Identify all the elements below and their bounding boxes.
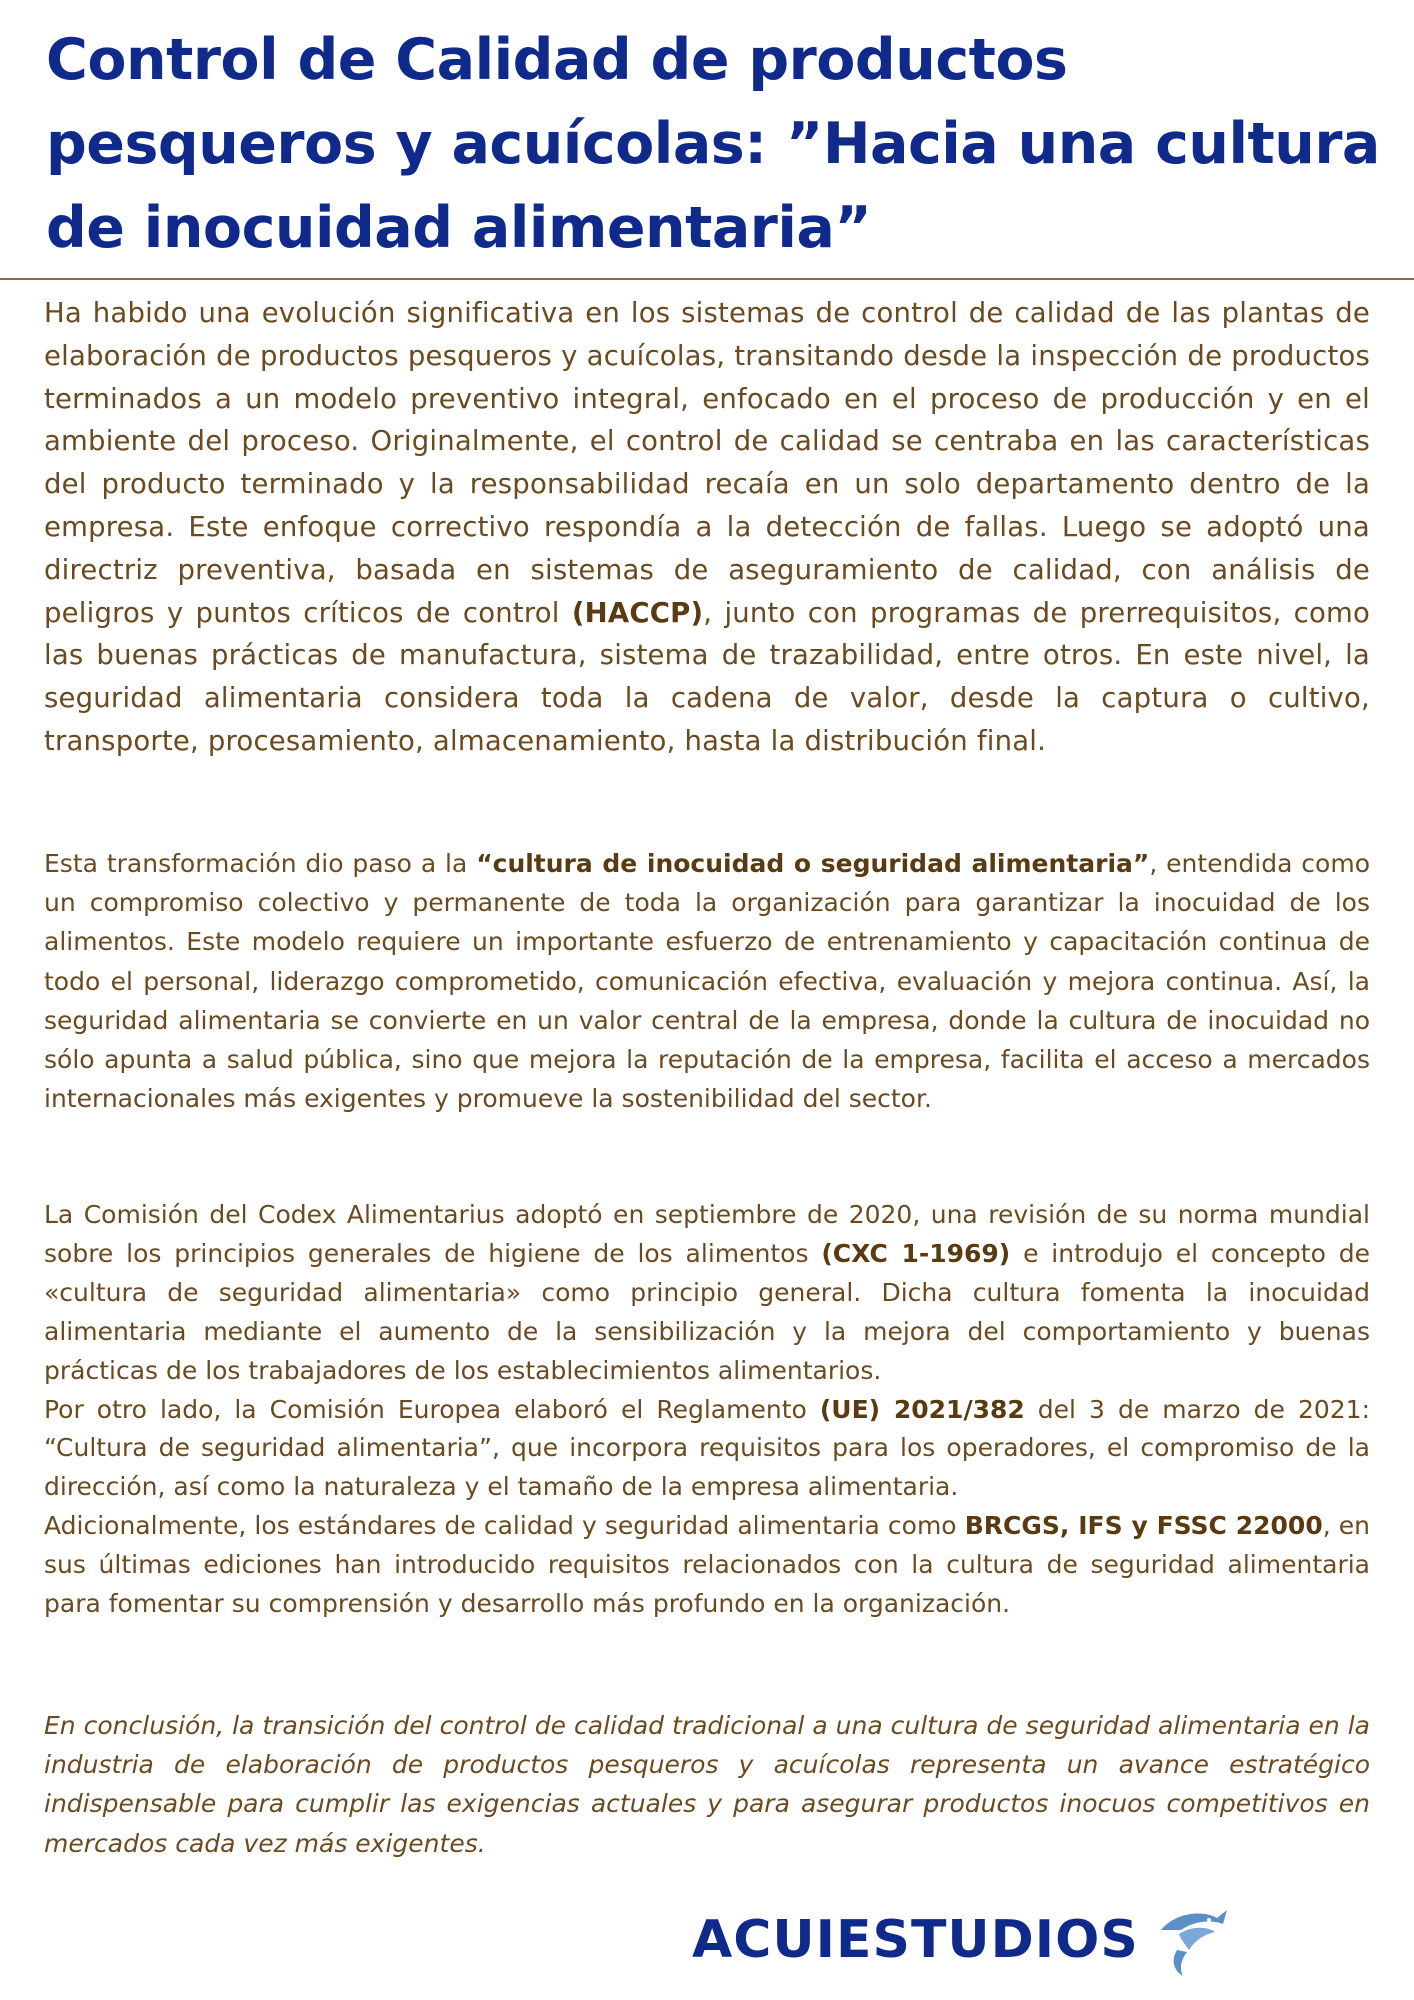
paragraph-text: e introdujo el concepto de «cultura de seguridad alimentaria» como principio general. Dicha cultura fomenta la inocuidad alimentaria mediante el aumento de la sensibilización y la mejora del comportamiento y buenas prácticas de los trabajadores de los establecimientos alimentarios. (44, 1238, 1370, 1385)
regulation-standards (44, 1507, 1370, 1624)
paragraph-text: , junto con programas de prerrequisitos, como las buenas prácticas de manufactura, sistema de trazabilidad, entre otros. En este nivel, la seguridad alimentaria considera toda la cadena de valor, desde la captura o cultivo, transporte, procesamiento, almacenamiento, hasta la distribución final. (44, 596, 1370, 757)
paragraph-regulations (44, 1196, 1370, 1624)
brand-logo (692, 1900, 1231, 1980)
paragraph-text: , en sus últimas ediciones han introducido requisitos relacionados con la cultura de seguridad alimentaria para fomentar su comprensión y desarrollo más profundo en la organización. (44, 1511, 1370, 1619)
paragraph-text: Ha habido una evolución significativa en los sistemas de control de calidad de las plantas de elaboración de productos pesqueros y acuícolas, transitando desde la inspección de productos terminados a un modelo preventivo integral, enfocado en el proceso de producción y en el ambiente del proceso. Originalmente, el control de calidad se centraba en las características del producto terminado y la responsabilidad recaía en un solo departamento dentro de la empresa. Este enfoque correctivo respondía a la detección de fallas. Luego se adoptó una directriz preventiva, basada en sistemas de aseguramiento de calidad, con análisis de peligros y puntos críticos de control (44, 297, 1370, 629)
paragraph-text: Esta transformación dio paso a la (44, 849, 477, 878)
bold-text: (UE) 2021/382 (819, 1394, 1025, 1424)
paragraph-text: Por otro lado, la Comisión Europea elaboró el Reglamento (44, 1394, 820, 1424)
paragraph-text: , entendida como un compromiso colectivo y permanente de toda la organización para garantizar la inocuidad de los alimentos. Este modelo requiere un importante esfuerzo de entrenamiento y capacitación continua de todo el personal, liderazgo comprometido, comunicación efectiva, evaluación y mejora continua. Así, la seguridad alimentaria se convierte en un valor central de la empresa, donde la cultura de inocuidad no sólo apunta a salud pública, sino que mejora la reputación de la empresa, facilita el acceso a mercados internacionales más exigentes y promueve la sostenibilidad del sector. (44, 849, 1370, 1114)
regulation-codex (44, 1196, 1370, 1391)
fish-icon (1151, 1900, 1231, 1980)
paragraph-evolution (44, 292, 1370, 763)
bold-text: (HACCP) (571, 596, 704, 629)
paragraph-text: Adicionalmente, los estándares de calidad y seguridad alimentaria como (44, 1511, 965, 1541)
bold-text: (CXC 1-1969) (821, 1238, 1011, 1268)
page-title: Control de Calidad de productos pesqueros y acuícolas: ”Hacia una cultura de inocuidad alimentaria” (46, 27, 1380, 261)
paragraph-text: La Comisión del Codex Alimentarius adoptó en septiembre de 2020, una revisión de su norma mundial sobre los principios generales de higiene de los alimentos (44, 1200, 1370, 1268)
paragraph-culture (44, 844, 1370, 1118)
logo-text: ACUIESTUDIOS (692, 1910, 1139, 1970)
paragraph-text: del 3 de marzo de 2021: “Cultura de seguridad alimentaria”, que incorpora requisitos para los operadores, el compromiso de la dirección, así como la naturaleza y el tamaño de la empresa alimentaria. (44, 1394, 1370, 1502)
title-divider (0, 278, 1414, 280)
bold-text: BRCGS, IFS y FSSC 22000 (964, 1511, 1323, 1541)
paragraph-conclusion: En conclusión, la transición del control de calidad tradicional a una cultura de seguridad alimentaria en la industria de elaboración de productos pesqueros y acuícolas representa un avance estratégico indispensable para cumplir las exigencias actuales y para asegurar productos inocuos competitivos en mercados cada vez más exigentes. (44, 1711, 1370, 1858)
bold-text: “cultura de inocuidad o seguridad alimentaria” (476, 849, 1150, 878)
regulation-eu (44, 1391, 1370, 1508)
